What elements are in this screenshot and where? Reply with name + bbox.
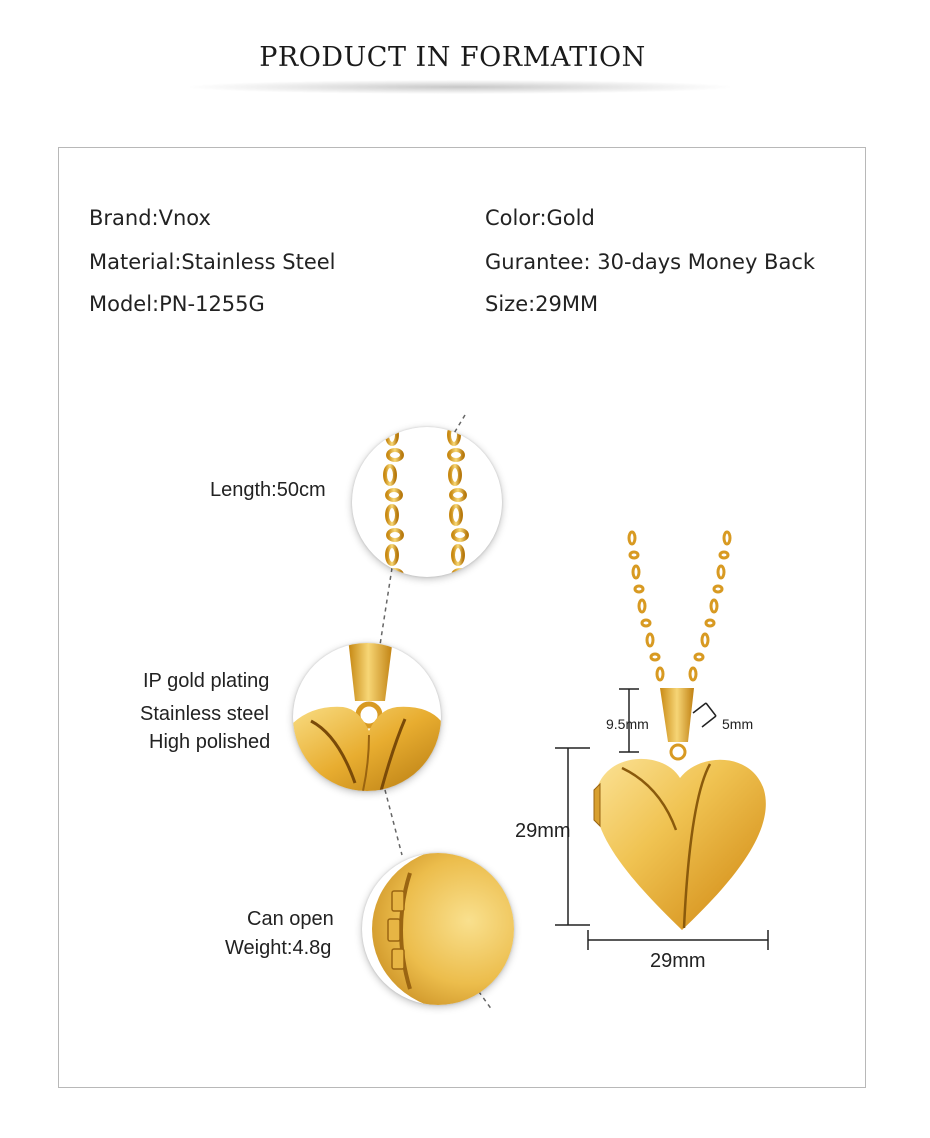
heart-width-label: 29mm (650, 950, 706, 972)
weight-label: Weight:4.8g (225, 937, 332, 959)
page-title: PRODUCT IN FORMATION (259, 42, 646, 73)
spec-material: Material:Stainless Steel (89, 250, 336, 274)
spec-color: Color:Gold (485, 206, 595, 230)
plating-label-3: High polished (149, 731, 271, 753)
spec-size: Size:29MM (485, 292, 599, 316)
heart-height-label: 29mm (515, 820, 571, 842)
open-label: Can open (247, 908, 334, 930)
spec-guarantee: Gurantee: 30-days Money Back (485, 250, 816, 274)
spec-brand: Brand:Vnox (89, 206, 211, 230)
plating-label-2: Stainless steel (140, 703, 269, 725)
spec-model: Model:PN-1255G (89, 292, 265, 316)
plating-label-1: IP gold plating (143, 670, 270, 692)
bail-width-label: 5mm (722, 716, 754, 732)
length-label: Length:50cm (210, 479, 326, 501)
bail-height-label: 9.5mm (606, 716, 649, 732)
